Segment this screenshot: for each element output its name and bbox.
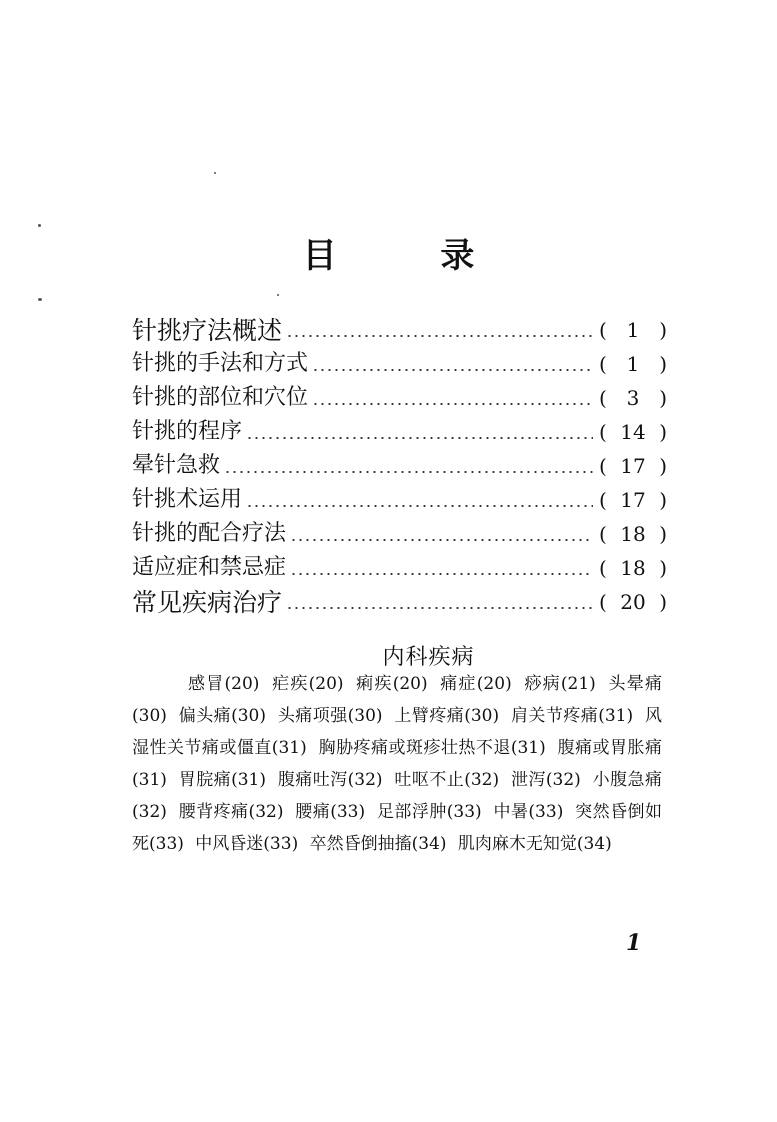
toc-page-close-paren: ): [659, 556, 667, 580]
scan-speck: [277, 294, 279, 296]
toc-page-close-paren: ): [659, 352, 667, 376]
toc-entry-label: 针挑术运用: [132, 487, 243, 512]
table-of-contents: [132, 313, 667, 619]
toc-entry[interactable]: [132, 381, 667, 415]
toc-page-open-paren: (: [599, 522, 607, 546]
toc-entry-label: 针挑疗法概述: [132, 315, 283, 345]
toc-dot-leader: [246, 437, 593, 439]
toc-dot-leader: [224, 471, 593, 473]
toc-entry-label: 常见疾病治疗: [132, 587, 283, 617]
toc-page-open-paren: (: [599, 352, 607, 376]
toc-page-close-paren: ): [659, 590, 667, 614]
section-body-text: 感冒(20) 疟疾(20) 痢疾(20) 痛症(20) 痧病(21) 头晕痛(30) 偏头痛(30) 头痛项强(30) 上臂疼痛(30) 肩关节疼痛(31) 风湿性关节痛或僵直(31) 胸胁疼痛或斑疹壮热不退(31) 腹痛或胃胀痛(31) 胃脘痛(31) 腹痛吐泻(32) 吐呕不止(32) 泄泻(32) 小腹急痛(32) 腰背疼痛(32) 腰痛(33) 足部浮肿(33) 中暑(33) 突然昏倒如死(33) 中风昏迷(33) 卒然昏倒抽搐(34) 肌肉麻木无知觉(34): [132, 674, 662, 854]
scan-speck: [38, 298, 42, 301]
toc-dot-leader: [290, 573, 593, 575]
toc-dot-leader: [290, 539, 593, 541]
toc-entry-page: [599, 354, 667, 374]
toc-page-open-paren: (: [599, 386, 607, 410]
toc-page-open-paren: (: [599, 556, 607, 580]
scan-speck: [214, 172, 216, 174]
toc-entry-label: 针挑的手法和方式: [132, 351, 309, 376]
toc-page-close-paren: ): [659, 420, 667, 444]
toc-page-number: 1: [626, 318, 640, 342]
toc-entry[interactable]: [132, 517, 667, 551]
toc-page-close-paren: ): [659, 386, 667, 410]
toc-entry-page: [599, 592, 667, 612]
toc-entry[interactable]: [132, 483, 667, 517]
toc-entry[interactable]: [132, 585, 667, 619]
toc-dot-leader: [246, 505, 593, 507]
toc-entry-page: [599, 456, 667, 476]
page-number: 1: [626, 930, 642, 956]
toc-entry[interactable]: [132, 551, 667, 585]
toc-entry-label: 适应症和禁忌症: [132, 555, 287, 580]
toc-page-number: 18: [620, 522, 646, 546]
toc-entry[interactable]: [132, 449, 667, 483]
toc-page-number: 18: [620, 556, 646, 580]
toc-page-number: 1: [626, 352, 640, 376]
toc-entry[interactable]: [132, 347, 667, 381]
toc-page-number: 3: [626, 386, 640, 410]
toc-entry-label: 针挑的程序: [132, 419, 243, 444]
toc-page-close-paren: ): [659, 522, 667, 546]
toc-page-open-paren: (: [599, 590, 607, 614]
section-heading: 内科疾病: [382, 645, 475, 670]
toc-entry[interactable]: [132, 415, 667, 449]
toc-page-open-paren: (: [599, 318, 607, 342]
scan-speck: [38, 224, 41, 227]
toc-page-open-paren: (: [599, 488, 607, 512]
toc-entry-label: 针挑的配合疗法: [132, 521, 287, 546]
toc-page-number: 20: [620, 590, 646, 614]
toc-dot-leader: [312, 369, 593, 371]
toc-page-number: 17: [620, 488, 646, 512]
toc-page-close-paren: ): [659, 488, 667, 512]
page-title: 目 录: [302, 236, 521, 276]
toc-entry-page: [599, 558, 667, 578]
toc-entry-page: [599, 320, 667, 340]
toc-page-number: 14: [620, 420, 646, 444]
toc-dot-leader: [286, 335, 593, 337]
toc-entry-page: [599, 388, 667, 408]
toc-entry-page: [599, 490, 667, 510]
toc-entry-page: [599, 524, 667, 544]
toc-page-number: 17: [620, 454, 646, 478]
toc-dot-leader: [312, 403, 593, 405]
toc-entry-page: [599, 422, 667, 442]
toc-entry[interactable]: [132, 313, 667, 347]
toc-page-close-paren: ): [659, 454, 667, 478]
toc-page-open-paren: (: [599, 420, 607, 444]
toc-dot-leader: [286, 607, 593, 609]
toc-page-close-paren: ): [659, 318, 667, 342]
toc-entry-label: 针挑的部位和穴位: [132, 385, 309, 410]
toc-page-open-paren: (: [599, 454, 607, 478]
toc-entry-label: 晕针急救: [132, 453, 221, 478]
